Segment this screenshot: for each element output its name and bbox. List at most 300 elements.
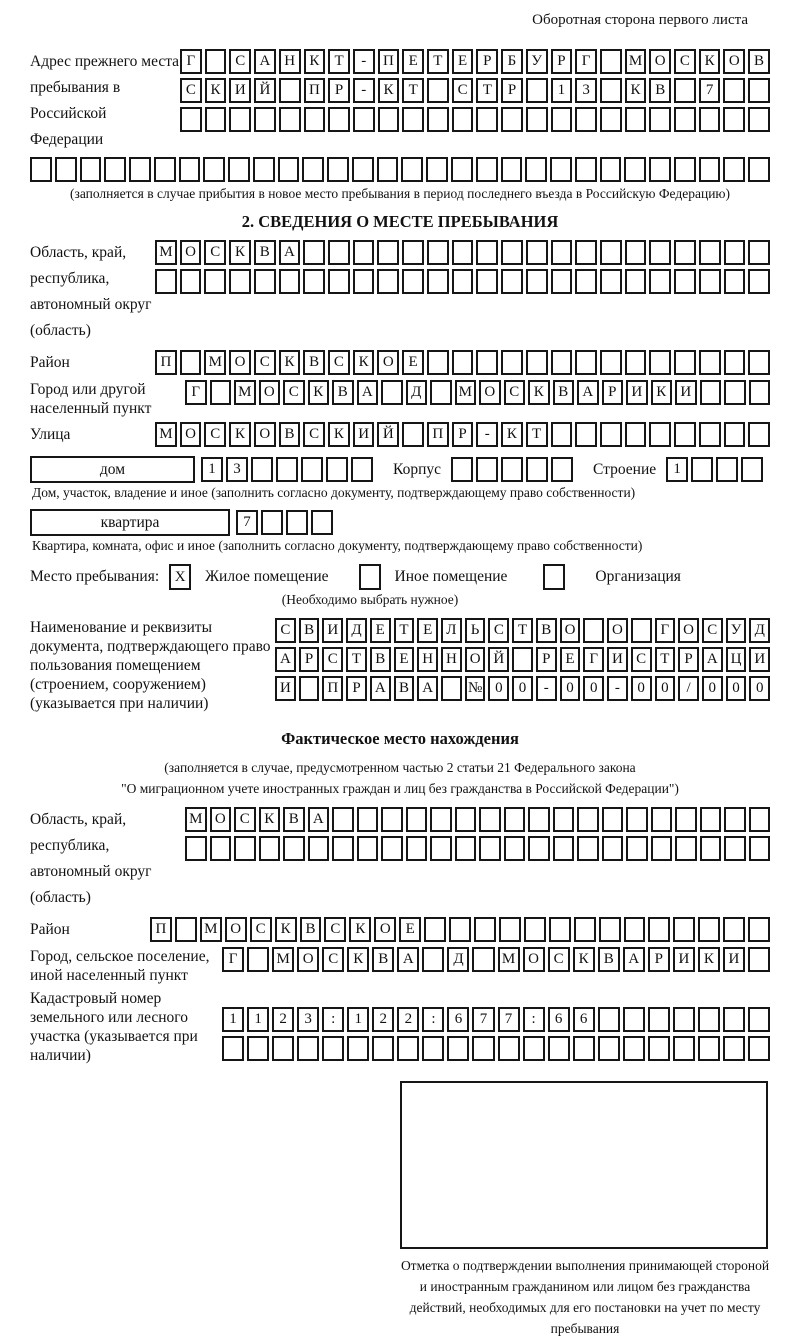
char-box: [381, 380, 403, 405]
apartment-field: [30, 509, 770, 536]
char-box: [351, 457, 373, 482]
char-box: [228, 157, 250, 182]
char-box: 2: [372, 1007, 394, 1032]
char-box: [575, 269, 597, 294]
char-box: [698, 1036, 720, 1061]
char-box: [716, 457, 738, 482]
char-box: К: [349, 917, 371, 942]
char-box: [397, 1036, 419, 1061]
char-box: О: [259, 380, 281, 405]
char-box-row: [30, 157, 770, 182]
char-box: М: [625, 49, 647, 74]
char-box: [577, 807, 599, 832]
char-box: К: [501, 422, 523, 447]
char-box: Р: [536, 647, 557, 672]
stay-place-field: [30, 564, 770, 590]
char-box: С: [702, 618, 723, 643]
char-box-row: [185, 836, 770, 861]
char-box: Б: [501, 49, 523, 74]
char-box: [479, 836, 501, 861]
char-box: О: [180, 240, 202, 265]
char-box: -: [607, 676, 628, 701]
char-box: [512, 647, 533, 672]
char-box: [474, 917, 496, 942]
char-box-row: [180, 107, 770, 132]
house-type-box: дом: [30, 456, 195, 483]
char-box: Р: [678, 647, 699, 672]
char-box: О: [479, 380, 501, 405]
char-box: С: [322, 647, 343, 672]
char-box: [455, 807, 477, 832]
char-box: Л: [441, 618, 462, 643]
actual-district-label: Район: [30, 921, 70, 938]
char-box: М: [498, 947, 520, 972]
char-box: [254, 269, 276, 294]
char-box-row: [150, 917, 770, 942]
char-box: [548, 1036, 570, 1061]
char-box: [476, 350, 498, 375]
char-box: [574, 917, 596, 942]
char-box: [551, 350, 573, 375]
char-box-row: [155, 350, 770, 375]
char-box: [427, 78, 449, 103]
char-box: У: [726, 618, 747, 643]
char-box: [526, 240, 548, 265]
char-box: Т: [346, 647, 367, 672]
char-box: [279, 269, 301, 294]
char-box: С: [229, 49, 251, 74]
char-box: М: [272, 947, 294, 972]
char-box: [624, 917, 646, 942]
char-box: К: [229, 240, 251, 265]
char-box: 0: [702, 676, 723, 701]
char-box: М: [200, 917, 222, 942]
char-box: [472, 947, 494, 972]
char-box: [406, 807, 428, 832]
char-box: [327, 157, 349, 182]
char-box: [526, 269, 548, 294]
char-box: А: [623, 947, 645, 972]
street-field: [30, 422, 770, 448]
char-box: 1: [247, 1007, 269, 1032]
char-box-row: [185, 807, 770, 832]
char-box: [129, 157, 151, 182]
char-box: [602, 807, 624, 832]
char-box: [625, 269, 647, 294]
char-box: В: [370, 647, 391, 672]
char-box: [303, 269, 325, 294]
char-box: В: [649, 78, 671, 103]
char-box: [347, 1036, 369, 1061]
char-box: С: [631, 647, 652, 672]
char-box: Й: [377, 422, 399, 447]
char-box: [624, 157, 646, 182]
cadastral-label: Кадастровый номер земельного или лесного участка (указывается при наличии): [30, 990, 198, 1064]
char-box: Й: [254, 78, 276, 103]
char-box: [180, 269, 202, 294]
char-box: М: [234, 380, 256, 405]
char-box: [430, 836, 452, 861]
char-box: [299, 676, 320, 701]
char-box: 7: [699, 78, 721, 103]
char-box: [675, 807, 697, 832]
char-box: П: [378, 49, 400, 74]
char-box: [553, 836, 575, 861]
char-box: О: [523, 947, 545, 972]
char-box: [724, 380, 746, 405]
char-box: С: [180, 78, 202, 103]
char-box: М: [185, 807, 207, 832]
char-box: [476, 157, 498, 182]
prev-address-field: [30, 49, 770, 153]
char-box: 1: [222, 1007, 244, 1032]
char-box: -: [536, 676, 557, 701]
char-box: Р: [299, 647, 320, 672]
street-label: Улица: [30, 426, 71, 443]
char-box: :: [523, 1007, 545, 1032]
char-box: 1: [551, 78, 573, 103]
char-box: О: [607, 618, 628, 643]
char-box: Т: [402, 78, 424, 103]
char-box: [723, 107, 745, 132]
char-box: С: [674, 49, 696, 74]
char-box: Т: [512, 618, 533, 643]
other-premises-option-label: Иное помещение: [394, 568, 508, 585]
char-box: Ц: [726, 647, 747, 672]
char-box: 7: [236, 510, 258, 535]
stroenie-label: Строение: [593, 460, 657, 478]
region-label: Область, край, республика, автономный округ (область): [30, 244, 152, 339]
char-box: [185, 836, 207, 861]
char-box: [724, 269, 746, 294]
char-box: М: [455, 380, 477, 405]
char-box: С: [275, 618, 296, 643]
char-box: [748, 269, 770, 294]
char-box: Е: [560, 647, 581, 672]
char-box: [674, 107, 696, 132]
char-box: [332, 807, 354, 832]
char-box: 0: [655, 676, 676, 701]
char-box: 1: [201, 457, 223, 482]
char-box: 3: [297, 1007, 319, 1032]
char-box: В: [254, 240, 276, 265]
char-box: [229, 107, 251, 132]
stamp-area: [400, 1081, 770, 1339]
char-box: [449, 917, 471, 942]
char-box: Е: [394, 647, 415, 672]
char-box: М: [155, 240, 177, 265]
char-box: [175, 917, 197, 942]
char-box: [452, 350, 474, 375]
char-box: [455, 836, 477, 861]
char-box: Е: [417, 618, 438, 643]
char-box: [308, 836, 330, 861]
char-box-row: [185, 380, 770, 405]
char-box: [748, 78, 770, 103]
char-box: [626, 836, 648, 861]
house-field: [30, 456, 770, 483]
char-box: К: [308, 380, 330, 405]
char-box: К: [304, 49, 326, 74]
char-box: Е: [402, 49, 424, 74]
char-box: [700, 836, 722, 861]
char-box: [549, 917, 571, 942]
char-box: [247, 1036, 269, 1061]
char-box: [575, 107, 597, 132]
char-box: [422, 1036, 444, 1061]
char-box: И: [723, 947, 745, 972]
char-box: [402, 240, 424, 265]
char-box: [357, 836, 379, 861]
char-box: Т: [476, 78, 498, 103]
char-box: [625, 350, 647, 375]
char-box: [476, 269, 498, 294]
district-label: Район: [30, 354, 70, 371]
document-label: Наименование и реквизиты документа, подтверждающего право пользования помещением (строением, сооружением) (указывается при наличии): [30, 619, 271, 712]
char-box: [748, 422, 770, 447]
char-box: [623, 1036, 645, 1061]
char-box: -: [353, 49, 375, 74]
house-number-boxes: [201, 457, 373, 482]
char-box: И: [675, 380, 697, 405]
char-box: С: [504, 380, 526, 405]
char-box: [441, 676, 462, 701]
char-box: 1: [347, 1007, 369, 1032]
char-box: 0: [631, 676, 652, 701]
char-box: [210, 380, 232, 405]
char-box: [304, 107, 326, 132]
char-box: [748, 1007, 770, 1032]
char-box: [372, 1036, 394, 1061]
char-box: П: [322, 676, 343, 701]
residential-checkbox: X: [169, 564, 191, 590]
char-box: [551, 457, 573, 482]
char-box: С: [204, 422, 226, 447]
char-box: [504, 807, 526, 832]
char-box: К: [259, 807, 281, 832]
char-box: 0: [512, 676, 533, 701]
char-box: К: [625, 78, 647, 103]
char-box: В: [394, 676, 415, 701]
actual-city-label: Город, сельское поселение, иной населенный пункт: [30, 948, 210, 984]
char-box: [577, 836, 599, 861]
char-box-row: [275, 618, 770, 643]
char-box: [551, 107, 573, 132]
char-box: [204, 269, 226, 294]
char-box: [254, 107, 276, 132]
korpus-boxes: [451, 457, 573, 482]
char-box: Е: [399, 917, 421, 942]
char-box: Р: [476, 49, 498, 74]
char-box: И: [275, 676, 296, 701]
char-box: 2: [272, 1007, 294, 1032]
char-box: [700, 807, 722, 832]
char-box: С: [452, 78, 474, 103]
char-box: [451, 457, 473, 482]
char-box: [222, 1036, 244, 1061]
char-box: Д: [749, 618, 770, 643]
char-box: М: [155, 422, 177, 447]
char-box: [303, 240, 325, 265]
char-box: [699, 240, 721, 265]
char-box: И: [353, 422, 375, 447]
char-box: [723, 917, 745, 942]
char-box: [259, 836, 281, 861]
char-box: [625, 422, 647, 447]
char-box: [674, 240, 696, 265]
char-box: В: [303, 350, 325, 375]
char-box: О: [649, 49, 671, 74]
char-box: С: [254, 350, 276, 375]
char-box: О: [678, 618, 699, 643]
char-box: [261, 510, 283, 535]
char-box: [649, 157, 671, 182]
char-box-row: [155, 422, 770, 447]
char-box: Р: [602, 380, 624, 405]
char-box: -: [353, 78, 375, 103]
cadastral-field: [30, 989, 770, 1065]
char-box: [674, 422, 696, 447]
char-box: [648, 1007, 670, 1032]
char-box: К: [328, 422, 350, 447]
char-box: [55, 157, 77, 182]
char-box: [600, 157, 622, 182]
char-box: С: [283, 380, 305, 405]
char-box: [501, 157, 523, 182]
char-box: 6: [573, 1007, 595, 1032]
char-box: [551, 240, 573, 265]
char-box: [575, 240, 597, 265]
char-box: [104, 157, 126, 182]
char-box: П: [427, 422, 449, 447]
char-box: К: [378, 78, 400, 103]
char-box: [674, 157, 696, 182]
char-box: [476, 240, 498, 265]
char-box: О: [225, 917, 247, 942]
char-box: 0: [488, 676, 509, 701]
char-box: 7: [498, 1007, 520, 1032]
actual-location-note-line2: "О миграционном учете иностранных граждан и лиц без гражданства в Российской Федерации"): [121, 781, 679, 796]
char-box: [353, 240, 375, 265]
char-box: [526, 78, 548, 103]
actual-location-note: [30, 757, 770, 799]
char-box: [205, 107, 227, 132]
char-box: Т: [394, 618, 415, 643]
char-box: [377, 157, 399, 182]
char-box: [501, 240, 523, 265]
char-box: [583, 618, 604, 643]
char-box: [575, 422, 597, 447]
char-box: [526, 457, 548, 482]
char-box: И: [673, 947, 695, 972]
stay-place-label: Место пребывания:: [30, 568, 160, 585]
char-box: [251, 457, 273, 482]
char-box: К: [205, 78, 227, 103]
char-box: [626, 807, 648, 832]
char-box: С: [322, 947, 344, 972]
char-box: С: [488, 618, 509, 643]
char-box-row: [222, 1036, 770, 1061]
char-box-row: [222, 1007, 770, 1032]
char-box: О: [210, 807, 232, 832]
char-box: Е: [402, 350, 424, 375]
korpus-label: Корпус: [393, 460, 441, 478]
char-box: [504, 836, 526, 861]
char-box: К: [573, 947, 595, 972]
char-box: [599, 917, 621, 942]
char-box: А: [275, 647, 296, 672]
char-box: С: [328, 350, 350, 375]
char-box: Т: [526, 422, 548, 447]
char-box: В: [536, 618, 557, 643]
char-box: К: [229, 422, 251, 447]
char-box: О: [180, 422, 202, 447]
char-box: [575, 157, 597, 182]
char-box: С: [548, 947, 570, 972]
char-box: Р: [346, 676, 367, 701]
char-box: [353, 269, 375, 294]
char-box: [498, 1036, 520, 1061]
char-box: Г: [575, 49, 597, 74]
char-box: [526, 107, 548, 132]
char-box: В: [332, 380, 354, 405]
char-box: [551, 269, 573, 294]
char-box: [600, 350, 622, 375]
char-box: А: [702, 647, 723, 672]
char-box: [649, 350, 671, 375]
char-box: [748, 107, 770, 132]
char-box: О: [377, 350, 399, 375]
char-box: О: [723, 49, 745, 74]
char-box: [353, 107, 375, 132]
char-box: [499, 917, 521, 942]
char-box: [575, 350, 597, 375]
char-box: А: [254, 49, 276, 74]
char-box: С: [234, 807, 256, 832]
apartment-note: Квартира, комната, офис и иное (заполнить согласно документу, подтверждающему право собственности): [32, 538, 643, 553]
char-box: Г: [655, 618, 676, 643]
char-box: [631, 618, 652, 643]
char-box: Г: [185, 380, 207, 405]
char-box: Н: [417, 647, 438, 672]
char-box: [625, 240, 647, 265]
char-box: [154, 157, 176, 182]
char-box: [279, 78, 301, 103]
char-box: Н: [279, 49, 301, 74]
char-box: [479, 807, 501, 832]
char-box: [648, 917, 670, 942]
char-box: [528, 836, 550, 861]
actual-location-note-line1: (заполняется в случае, предусмотренном частью 2 статьи 21 Федерального закона: [164, 760, 636, 775]
char-box: А: [577, 380, 599, 405]
char-box: К: [699, 49, 721, 74]
char-box: [724, 836, 746, 861]
char-box: А: [417, 676, 438, 701]
char-box: [699, 350, 721, 375]
char-box: №: [465, 676, 486, 701]
char-box-row: [275, 647, 770, 672]
char-box: [427, 240, 449, 265]
char-box: [528, 807, 550, 832]
char-box: В: [283, 807, 305, 832]
char-box: 0: [749, 676, 770, 701]
char-box: У: [526, 49, 548, 74]
char-box: [648, 1036, 670, 1061]
char-box: [550, 157, 572, 182]
char-box: [427, 269, 449, 294]
char-box: В: [299, 618, 320, 643]
confirmation-stamp-box: [400, 1081, 768, 1249]
